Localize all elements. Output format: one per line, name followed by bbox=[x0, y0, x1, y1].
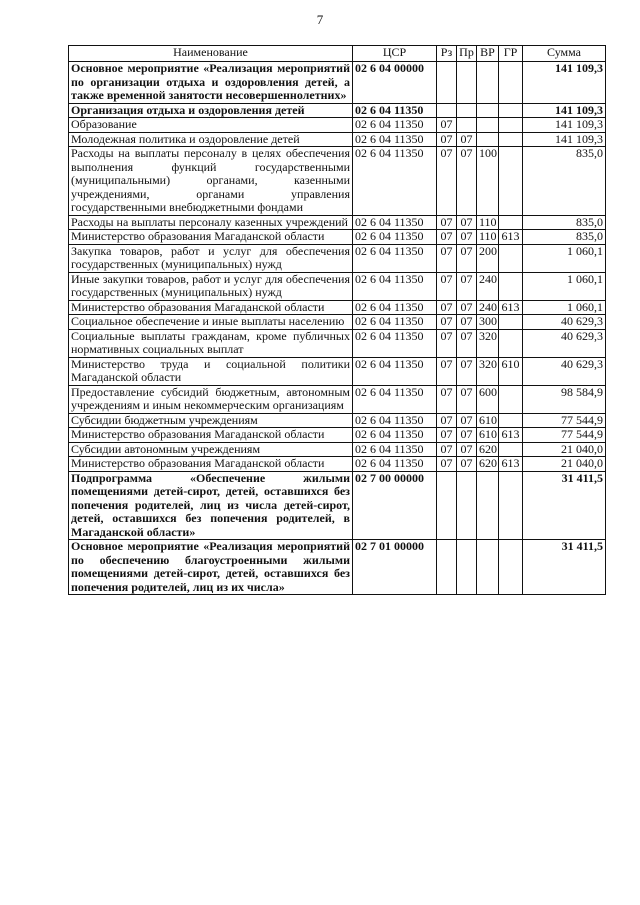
cell-vr: 320 bbox=[477, 329, 499, 357]
cell-vr: 600 bbox=[477, 385, 499, 413]
cell-vr: 240 bbox=[477, 300, 499, 315]
cell-sum: 835,0 bbox=[523, 230, 606, 245]
cell-csr: 02 7 01 00000 bbox=[353, 540, 437, 595]
cell-gr bbox=[499, 413, 523, 428]
cell-name: Основное мероприятие «Реализация мероприятий по обеспечению благоустроенными жилыми помещениями детей-сирот, детей, оставшихся без попечения родителей, лиц из их числа» bbox=[69, 540, 353, 595]
cell-sum: 31 411,5 bbox=[523, 471, 606, 540]
header-rz: Рз bbox=[437, 46, 457, 62]
cell-csr: 02 6 04 11350 bbox=[353, 147, 437, 216]
cell-csr: 02 6 04 11350 bbox=[353, 357, 437, 385]
cell-rz: 07 bbox=[437, 315, 457, 330]
cell-rz: 07 bbox=[437, 385, 457, 413]
cell-vr: 200 bbox=[477, 244, 499, 272]
cell-pr: 07 bbox=[457, 329, 477, 357]
cell-vr: 300 bbox=[477, 315, 499, 330]
cell-pr: 07 bbox=[457, 147, 477, 216]
cell-sum: 1 060,1 bbox=[523, 272, 606, 300]
cell-rz: 07 bbox=[437, 230, 457, 245]
cell-rz: 07 bbox=[437, 215, 457, 230]
cell-vr: 610 bbox=[477, 413, 499, 428]
cell-name: Основное мероприятие «Реализация мероприятий по организации отдыха и оздоровления детей, а также временной занятости несовершеннолетних» bbox=[69, 62, 353, 104]
table-row bbox=[69, 62, 606, 104]
table-row bbox=[69, 413, 606, 428]
cell-name: Социальные выплаты гражданам, кроме публичных нормативных социальных выплат bbox=[69, 329, 353, 357]
table-row bbox=[69, 442, 606, 457]
cell-rz: 07 bbox=[437, 457, 457, 472]
header-pr: Пр bbox=[457, 46, 477, 62]
cell-gr bbox=[499, 132, 523, 147]
cell-rz: 07 bbox=[437, 132, 457, 147]
cell-csr: 02 6 04 11350 bbox=[353, 244, 437, 272]
cell-pr bbox=[457, 62, 477, 104]
cell-vr: 620 bbox=[477, 457, 499, 472]
cell-gr: 613 bbox=[499, 230, 523, 245]
cell-csr: 02 6 04 11350 bbox=[353, 272, 437, 300]
cell-name: Образование bbox=[69, 118, 353, 133]
cell-sum: 21 040,0 bbox=[523, 457, 606, 472]
cell-name: Предоставление субсидий бюджетным, автономным учреждениям и иным некоммерческим организациям bbox=[69, 385, 353, 413]
table-row bbox=[69, 300, 606, 315]
cell-rz: 07 bbox=[437, 413, 457, 428]
cell-vr: 620 bbox=[477, 442, 499, 457]
cell-name: Подпрограмма «Обеспечение жилыми помещениями детей-сирот, детей, оставшихся без попечения родителей, лиц из числа детей-сирот, детей, оставшихся без попечения родителей, в Магаданской области» bbox=[69, 471, 353, 540]
cell-pr bbox=[457, 471, 477, 540]
cell-csr: 02 6 04 11350 bbox=[353, 413, 437, 428]
cell-sum: 1 060,1 bbox=[523, 300, 606, 315]
cell-sum: 141 109,3 bbox=[523, 103, 606, 118]
cell-name: Министерство образования Магаданской области bbox=[69, 230, 353, 245]
header-csr: ЦСР bbox=[353, 46, 437, 62]
cell-gr bbox=[499, 103, 523, 118]
cell-pr: 07 bbox=[457, 300, 477, 315]
cell-vr bbox=[477, 132, 499, 147]
table-row bbox=[69, 428, 606, 443]
cell-csr: 02 6 04 11350 bbox=[353, 329, 437, 357]
cell-vr: 100 bbox=[477, 147, 499, 216]
table-row bbox=[69, 471, 606, 540]
cell-name: Молодежная политика и оздоровление детей bbox=[69, 132, 353, 147]
cell-name: Субсидии автономным учреждениям bbox=[69, 442, 353, 457]
cell-rz: 07 bbox=[437, 442, 457, 457]
cell-name: Министерство образования Магаданской области bbox=[69, 457, 353, 472]
table-row bbox=[69, 357, 606, 385]
cell-gr: 613 bbox=[499, 457, 523, 472]
cell-csr: 02 6 04 11350 bbox=[353, 103, 437, 118]
cell-vr: 240 bbox=[477, 272, 499, 300]
cell-pr: 07 bbox=[457, 442, 477, 457]
cell-vr bbox=[477, 118, 499, 133]
table-header-row bbox=[69, 46, 606, 62]
cell-name: Расходы на выплаты персоналу казенных учреждений bbox=[69, 215, 353, 230]
cell-gr bbox=[499, 62, 523, 104]
table-row bbox=[69, 215, 606, 230]
page-number: 7 bbox=[316, 12, 324, 27]
table-row bbox=[69, 329, 606, 357]
cell-gr bbox=[499, 315, 523, 330]
cell-sum: 21 040,0 bbox=[523, 442, 606, 457]
cell-sum: 141 109,3 bbox=[523, 62, 606, 104]
cell-vr: 320 bbox=[477, 357, 499, 385]
cell-rz: 07 bbox=[437, 147, 457, 216]
cell-sum: 77 544,9 bbox=[523, 413, 606, 428]
cell-pr: 07 bbox=[457, 428, 477, 443]
cell-csr: 02 6 04 00000 bbox=[353, 62, 437, 104]
cell-name: Закупка товаров, работ и услуг для обеспечения государственных (муниципальных) нужд bbox=[69, 244, 353, 272]
cell-vr: 610 bbox=[477, 428, 499, 443]
table-row bbox=[69, 315, 606, 330]
table-row bbox=[69, 132, 606, 147]
cell-gr bbox=[499, 540, 523, 595]
table-row bbox=[69, 272, 606, 300]
cell-gr bbox=[499, 244, 523, 272]
cell-sum: 141 109,3 bbox=[523, 118, 606, 133]
table-row bbox=[69, 540, 606, 595]
cell-sum: 40 629,3 bbox=[523, 357, 606, 385]
cell-gr bbox=[499, 385, 523, 413]
cell-vr: 110 bbox=[477, 215, 499, 230]
cell-name: Субсидии бюджетным учреждениям bbox=[69, 413, 353, 428]
cell-gr bbox=[499, 329, 523, 357]
cell-csr: 02 6 04 11350 bbox=[353, 215, 437, 230]
cell-gr bbox=[499, 118, 523, 133]
cell-csr: 02 7 00 00000 bbox=[353, 471, 437, 540]
cell-rz: 07 bbox=[437, 244, 457, 272]
cell-pr: 07 bbox=[457, 215, 477, 230]
cell-gr: 610 bbox=[499, 357, 523, 385]
cell-csr: 02 6 04 11350 bbox=[353, 230, 437, 245]
header-gr: ГР bbox=[499, 46, 523, 62]
cell-rz: 07 bbox=[437, 357, 457, 385]
cell-sum: 98 584,9 bbox=[523, 385, 606, 413]
header-vr: ВР bbox=[477, 46, 499, 62]
cell-rz bbox=[437, 103, 457, 118]
cell-rz bbox=[437, 62, 457, 104]
cell-csr: 02 6 04 11350 bbox=[353, 300, 437, 315]
cell-name: Расходы на выплаты персоналу в целях обеспечения выполнения функций государственными (муниципальными) органами, казенными учреждениями, органами управления государственными внебюджетными фондами bbox=[69, 147, 353, 216]
cell-rz: 07 bbox=[437, 272, 457, 300]
cell-sum: 40 629,3 bbox=[523, 315, 606, 330]
cell-sum: 141 109,3 bbox=[523, 132, 606, 147]
header-sum: Сумма bbox=[523, 46, 606, 62]
table-row bbox=[69, 147, 606, 216]
header-name: Наименование bbox=[69, 46, 353, 62]
cell-pr bbox=[457, 540, 477, 595]
cell-csr: 02 6 04 11350 bbox=[353, 132, 437, 147]
cell-name: Министерство труда и социальной политики Магаданской области bbox=[69, 357, 353, 385]
cell-csr: 02 6 04 11350 bbox=[353, 428, 437, 443]
cell-vr bbox=[477, 540, 499, 595]
cell-vr bbox=[477, 103, 499, 118]
cell-pr: 07 bbox=[457, 413, 477, 428]
cell-gr: 613 bbox=[499, 300, 523, 315]
cell-pr: 07 bbox=[457, 315, 477, 330]
cell-sum: 31 411,5 bbox=[523, 540, 606, 595]
budget-table bbox=[68, 45, 606, 595]
table-row bbox=[69, 385, 606, 413]
table-row bbox=[69, 230, 606, 245]
cell-vr bbox=[477, 62, 499, 104]
cell-pr bbox=[457, 118, 477, 133]
cell-gr bbox=[499, 442, 523, 457]
cell-sum: 1 060,1 bbox=[523, 244, 606, 272]
cell-pr: 07 bbox=[457, 244, 477, 272]
cell-rz bbox=[437, 540, 457, 595]
cell-sum: 77 544,9 bbox=[523, 428, 606, 443]
cell-name: Социальное обеспечение и иные выплаты населению bbox=[69, 315, 353, 330]
table-row bbox=[69, 457, 606, 472]
cell-csr: 02 6 04 11350 bbox=[353, 457, 437, 472]
cell-gr: 613 bbox=[499, 428, 523, 443]
cell-rz bbox=[437, 471, 457, 540]
cell-pr: 07 bbox=[457, 385, 477, 413]
cell-rz: 07 bbox=[437, 118, 457, 133]
table-row bbox=[69, 244, 606, 272]
cell-sum: 40 629,3 bbox=[523, 329, 606, 357]
cell-pr: 07 bbox=[457, 272, 477, 300]
cell-pr: 07 bbox=[457, 230, 477, 245]
cell-sum: 835,0 bbox=[523, 215, 606, 230]
cell-name: Министерство образования Магаданской области bbox=[69, 428, 353, 443]
table-row bbox=[69, 103, 606, 118]
cell-pr bbox=[457, 103, 477, 118]
cell-pr: 07 bbox=[457, 132, 477, 147]
cell-csr: 02 6 04 11350 bbox=[353, 118, 437, 133]
cell-vr bbox=[477, 471, 499, 540]
cell-gr bbox=[499, 272, 523, 300]
cell-gr bbox=[499, 147, 523, 216]
cell-csr: 02 6 04 11350 bbox=[353, 315, 437, 330]
cell-name: Иные закупки товаров, работ и услуг для обеспечения государственных (муниципальных) нужд bbox=[69, 272, 353, 300]
cell-rz: 07 bbox=[437, 428, 457, 443]
cell-pr: 07 bbox=[457, 357, 477, 385]
cell-sum: 835,0 bbox=[523, 147, 606, 216]
cell-vr: 110 bbox=[477, 230, 499, 245]
cell-rz: 07 bbox=[437, 300, 457, 315]
table-row bbox=[69, 118, 606, 133]
cell-rz: 07 bbox=[437, 329, 457, 357]
cell-name: Организация отдыха и оздоровления детей bbox=[69, 103, 353, 118]
cell-csr: 02 6 04 11350 bbox=[353, 442, 437, 457]
cell-gr bbox=[499, 471, 523, 540]
cell-pr: 07 bbox=[457, 457, 477, 472]
table-body bbox=[69, 62, 606, 595]
cell-csr: 02 6 04 11350 bbox=[353, 385, 437, 413]
cell-name: Министерство образования Магаданской области bbox=[69, 300, 353, 315]
cell-gr bbox=[499, 215, 523, 230]
